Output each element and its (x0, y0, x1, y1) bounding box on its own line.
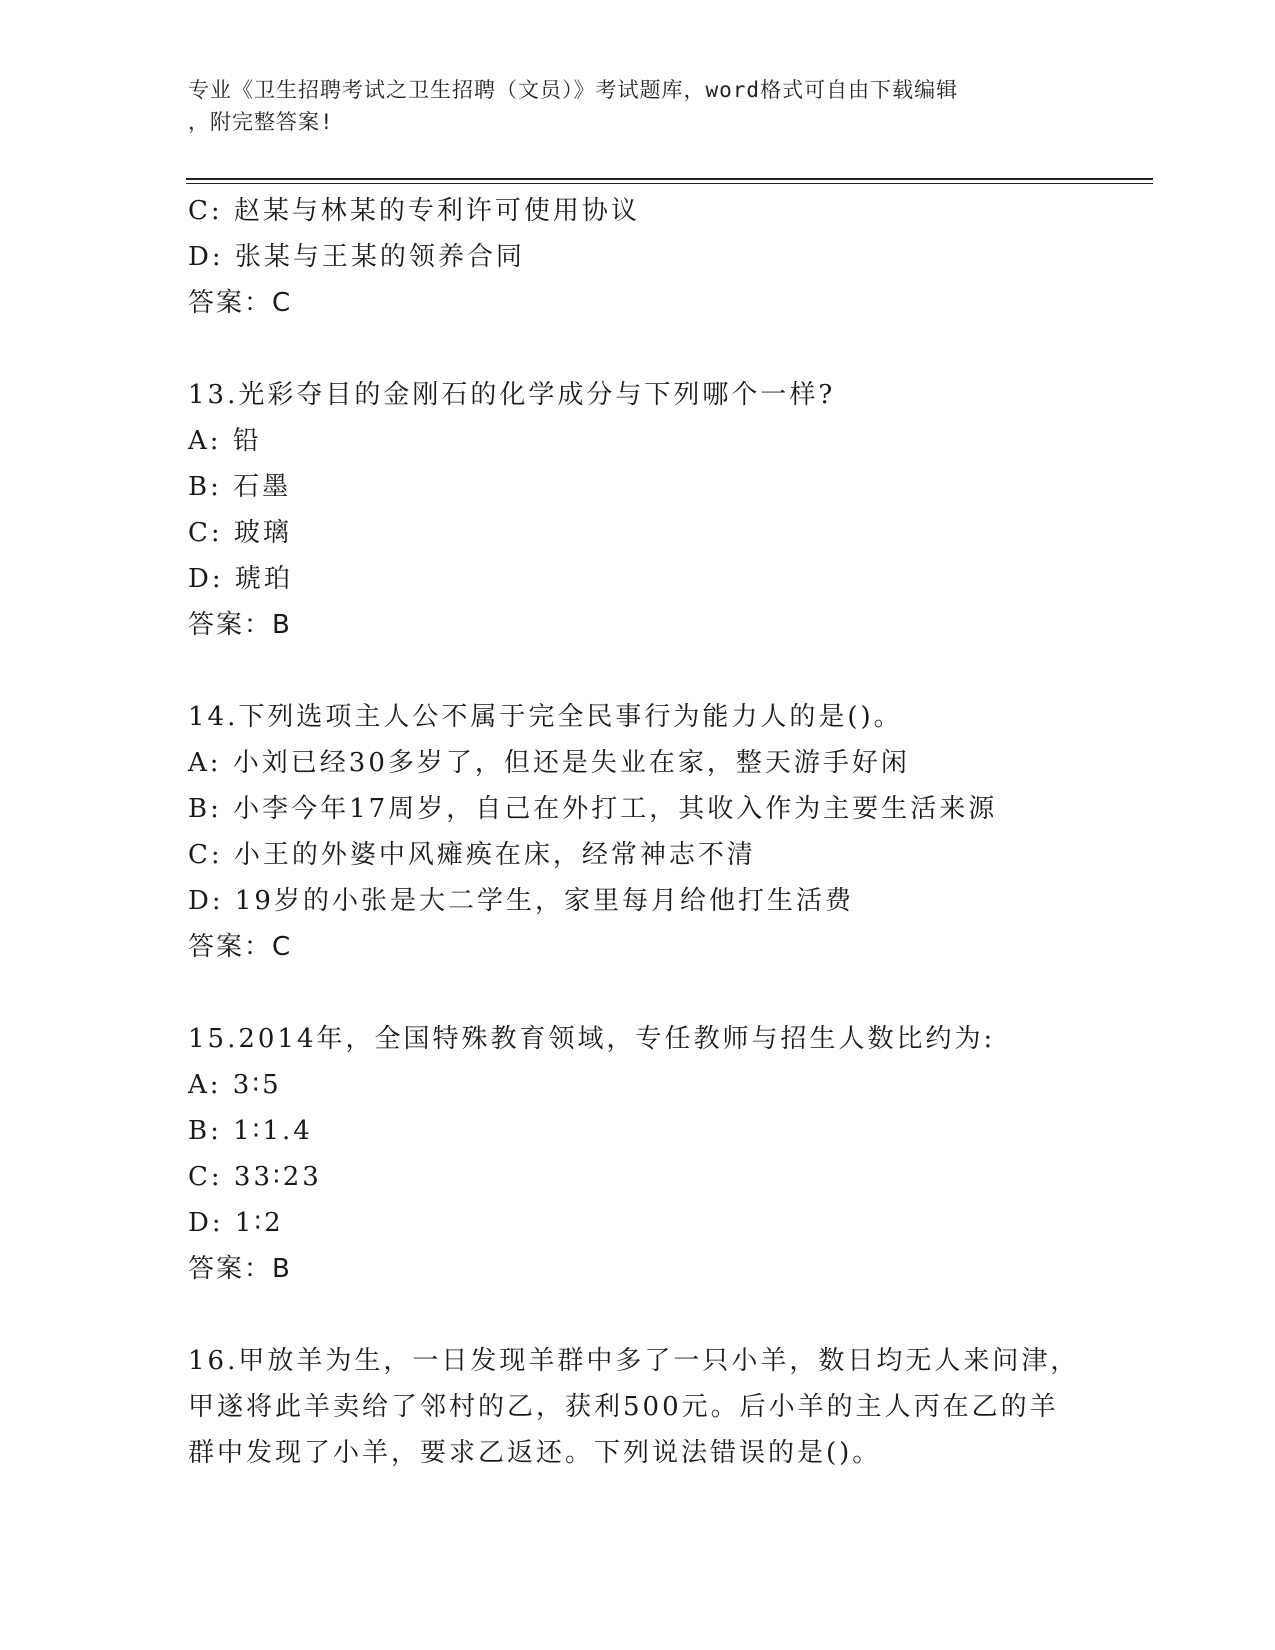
option-d: D: 1∶2 (188, 1208, 284, 1238)
option-d: D: 琥珀 (188, 564, 293, 594)
question-text: 13.光彩夺目的金刚石的化学成分与下列哪个一样? (188, 380, 836, 410)
question-text-line-1: 16.甲放羊为生，一日发现羊群中多了一只小羊，数日均无人来问津， (188, 1346, 1080, 1376)
answer: 答案：B (188, 1254, 292, 1284)
option-d: D: 19岁的小张是大二学生，家里每月给他打生活费 (188, 886, 854, 916)
answer: 答案：C (188, 288, 293, 318)
option-b: B: 1∶1.4 (188, 1116, 313, 1146)
header-divider-thick (186, 178, 1153, 180)
question-text-line-2: 甲遂将此羊卖给了邻村的乙，获利500元。后小羊的主人丙在乙的羊 (188, 1392, 1059, 1422)
header-line-2: ，附完整答案! (188, 110, 334, 134)
question-16 (188, 1338, 1148, 1476)
option-c: C: 33∶23 (188, 1162, 322, 1192)
option-a: A: 3∶5 (188, 1070, 282, 1100)
question-12-tail (188, 188, 1148, 326)
answer: 答案：B (188, 610, 292, 640)
header-line-1: 专业《卫生招聘考试之卫生招聘（文员）》考试题库，word格式可自由下载编辑 (188, 78, 959, 102)
question-14 (188, 694, 1148, 970)
option-c: C: 赵某与林某的专利许可使用协议 (188, 196, 640, 226)
option-b: B: 石墨 (188, 472, 292, 502)
option-b: B: 小李今年17周岁，自己在外打工，其收入作为主要生活来源 (188, 794, 998, 824)
question-15 (188, 1016, 1148, 1292)
option-d: D: 张某与王某的领养合同 (188, 242, 525, 272)
option-a: A: 铅 (188, 426, 262, 456)
header-divider-thin (186, 183, 1153, 184)
answer: 答案：C (188, 932, 293, 962)
question-list (188, 188, 1148, 1476)
question-13 (188, 372, 1148, 648)
question-text: 15.2014年，全国特殊教育领域，专任教师与招生人数比约为: (188, 1024, 996, 1054)
option-c: C: 玻璃 (188, 518, 292, 548)
option-c: C: 小王的外婆中风瘫痪在床，经常神志不清 (188, 840, 756, 870)
question-text: 14.下列选项主人公不属于完全民事行为能力人的是()。 (188, 702, 903, 732)
option-a: A: 小刘已经30多岁了，但还是失业在家，整天游手好闲 (188, 748, 910, 778)
document-header (188, 74, 1088, 138)
question-text-line-3: 群中发现了小羊，要求乙返还。下列说法错误的是()。 (188, 1438, 882, 1468)
